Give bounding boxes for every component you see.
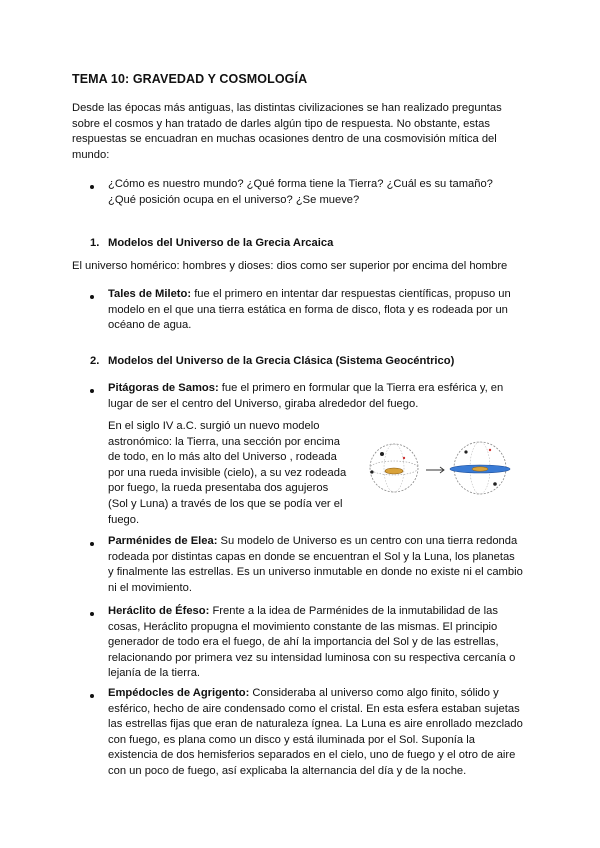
section-1-title: Modelos del Universo de la Grecia Arcaica — [108, 237, 334, 249]
cosmos-model-figure — [360, 438, 512, 498]
pythagoras-bullet — [108, 381, 523, 412]
sphere-model-left — [370, 444, 418, 492]
section-2-title: Modelos del Universo de la Grecia Clásica (Sistema Geocéntrico) — [108, 355, 455, 367]
section-1-heading — [90, 237, 333, 249]
heraclitus-text: Frente a la idea de Parménides de la inmutabilidad de las cosas, Heráclito propugna el movimiento constante de las mismas. El principio generador de todo era el fuego, de ahí la importancia del Sol y de las estrellas, relacionando por primera vez su intensidad luminosa con su respectiva cercanía o lejanía de la tierra. — [108, 605, 516, 680]
bullet-dot — [90, 389, 94, 393]
bullet-dot — [90, 612, 94, 616]
arrow-right-icon — [426, 467, 444, 473]
parmenides-text: Su modelo de Universo es un centro con una tierra redonda rodeada por distintas capas en donde se encuentran el Sol y la Luna, los planetas y finalmente las estrellas. Es un universo inmutable en donde no existe ni el cambio ni el movimiento. — [108, 535, 523, 594]
empedocles-bullet — [108, 686, 523, 780]
empedocles-name: Empédocles de Agrigento: — [108, 687, 250, 699]
heraclitus-name: Heráclito de Éfeso: — [108, 605, 210, 617]
tales-bullet — [108, 287, 523, 334]
pythagoras-text: fue el primero en formular que la Tierra era esférica y, en lugar de ser el centro del Universo, giraba alrededor del fuego. — [108, 382, 504, 410]
pythagoras-note: En el siglo IV a.C. surgió un nuevo modelo astronómico: la Tierra, una sección por encima de todo, en lo más alto del Universo , rodeada por una rueda invisible (cielo), a su vez rodeada por fuego, la rueda presentaba dos agujeros (Sol y Luna) a través de los que se podía ver el fuego. — [108, 420, 347, 526]
bullet-dot — [90, 694, 94, 698]
section-2-number: 2. — [90, 355, 100, 367]
section-2-heading — [90, 355, 454, 367]
tales-name: Tales de Mileto: — [108, 288, 192, 300]
intro-paragraph: Desde las épocas más antiguas, las distintas civilizaciones se han realizado preguntas sobre el cosmos y han tratado de darles algún tipo de respuesta. No obstante, estas respuestas se encuadran en muchas ocasiones dentro de una cosmovisión mítica del mundo: — [72, 102, 502, 161]
parmenides-name: Parménides de Elea: — [108, 535, 218, 547]
homeric-line: El universo homérico: hombres y dioses: dios como ser superior por encima del hombre — [72, 260, 508, 272]
bullet-dot — [90, 295, 94, 299]
disc-model-right — [450, 442, 510, 494]
questions-bullet: ¿Cómo es nuestro mundo? ¿Qué forma tiene la Tierra? ¿Cuál es su tamaño? ¿Qué posición ocupa en el universo? ¿Se mueve? — [108, 178, 493, 206]
parmenides-bullet — [108, 534, 523, 596]
bullet-dot — [90, 185, 94, 189]
tales-text: fue el primero en intentar dar respuestas científicas, propuso un modelo en el que una tierra estática en forma de disco, flota y es rodeada por un océano de agua. — [108, 288, 511, 332]
bullet-dot — [90, 542, 94, 546]
page-title: TEMA 10: GRAVEDAD Y COSMOLOGÍA — [72, 72, 308, 86]
empedocles-text: Consideraba al universo como algo finito, sólido y esférico, hecho de aire condensado como el cristal. En esta esfera estaban sujetas las estrellas fijas que eran de naturaleza ígnea. La Luna es aire enrollado mezclado con fuego, es plana como un disco y está iluminada por el Sol. Suponía la existencia de dos hemisferios separados en el cielo, uno de fuego y el otro de aire con un poco de fuego, así explicaba la alternancia del día y de la noche. — [108, 687, 523, 777]
pythagoras-name: Pitágoras de Samos: — [108, 382, 219, 394]
section-1-number: 1. — [90, 237, 100, 249]
heraclitus-bullet — [108, 604, 523, 682]
